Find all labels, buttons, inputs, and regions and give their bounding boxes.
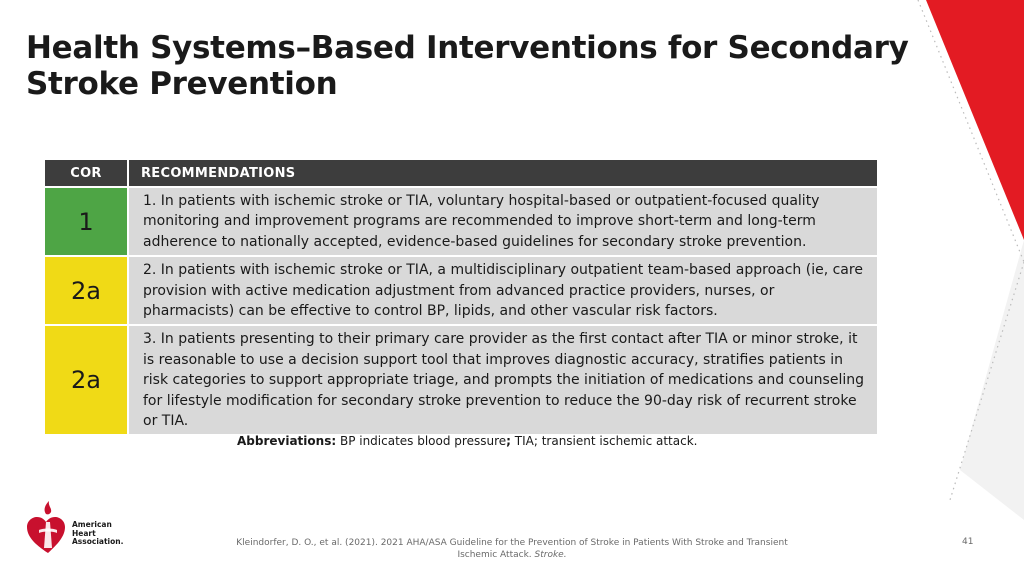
slide-title-line-1: Health Systems–Based Interventions for Secondary bbox=[26, 30, 909, 66]
recommendation-text-cell: 3. In patients presenting to their primary care provider as the first contact after TIA or minor stroke, it is reasonable to use a decision support tool that improves diagnostic accuracy, stratifies patients in risk categories to support appropriate triage, and prompts the initiation of medications and counseling for lifestyle modification for secondary stroke prevention to reduce the 90-day risk of recurrent stroke or TIA. bbox=[129, 324, 877, 434]
slide-title-line-2: Stroke Prevention bbox=[26, 66, 338, 102]
page-number: 41 bbox=[962, 537, 974, 547]
cor-value-cell: 2a bbox=[45, 324, 129, 434]
abbreviations-label: Abbreviations: bbox=[237, 434, 337, 448]
cor-value-cell: 2a bbox=[45, 255, 129, 324]
abbreviations-note bbox=[237, 434, 697, 448]
table-row bbox=[45, 186, 877, 255]
abbreviations-text-1: BP indicates blood pressure bbox=[336, 434, 507, 448]
aha-logo-text bbox=[72, 521, 123, 547]
recommendations-column-header: RECOMMENDATIONS bbox=[129, 160, 877, 186]
recommendations-table bbox=[45, 160, 877, 434]
cor-column-header: COR bbox=[45, 160, 129, 186]
logo-line-3: Association. bbox=[72, 537, 124, 547]
table-header-row bbox=[45, 160, 877, 186]
citation-journal: Stroke. bbox=[534, 550, 567, 560]
logo-line-2: Heart bbox=[72, 528, 96, 538]
logo-line-1: American bbox=[72, 520, 112, 529]
recommendation-text-cell: 1. In patients with ischemic stroke or TIA, voluntary hospital-based or outpatient-focused quality monitoring and improvement programs are recommended to improve short-term and long-term adherence to nationally accepted, evidence-based guidelines for secondary stroke prevention. bbox=[129, 186, 877, 255]
abbreviations-text-2: TIA; transient ischemic attack. bbox=[510, 434, 698, 448]
citation bbox=[232, 537, 792, 561]
cor-value-cell: 1 bbox=[45, 186, 129, 255]
recommendation-text-cell: 2. In patients with ischemic stroke or TIA, a multidisciplinary outpatient team-based approach (ie, care provision with active medication adjustment from advanced practice providers, nurses, or pharmacists) can be effective to control BP, lipids, and other vascular risk factors. bbox=[129, 255, 877, 324]
table-row bbox=[45, 255, 877, 324]
table-row bbox=[45, 324, 877, 434]
slide-title bbox=[26, 30, 926, 102]
abbreviations-semicolon: ; bbox=[506, 434, 511, 448]
citation-text: Kleindorfer, D. O., et al. (2021). 2021 AHA/ASA Guideline for the Prevention of Stroke in Patients With Stroke and Transient Ischemic Attack. bbox=[236, 538, 788, 560]
